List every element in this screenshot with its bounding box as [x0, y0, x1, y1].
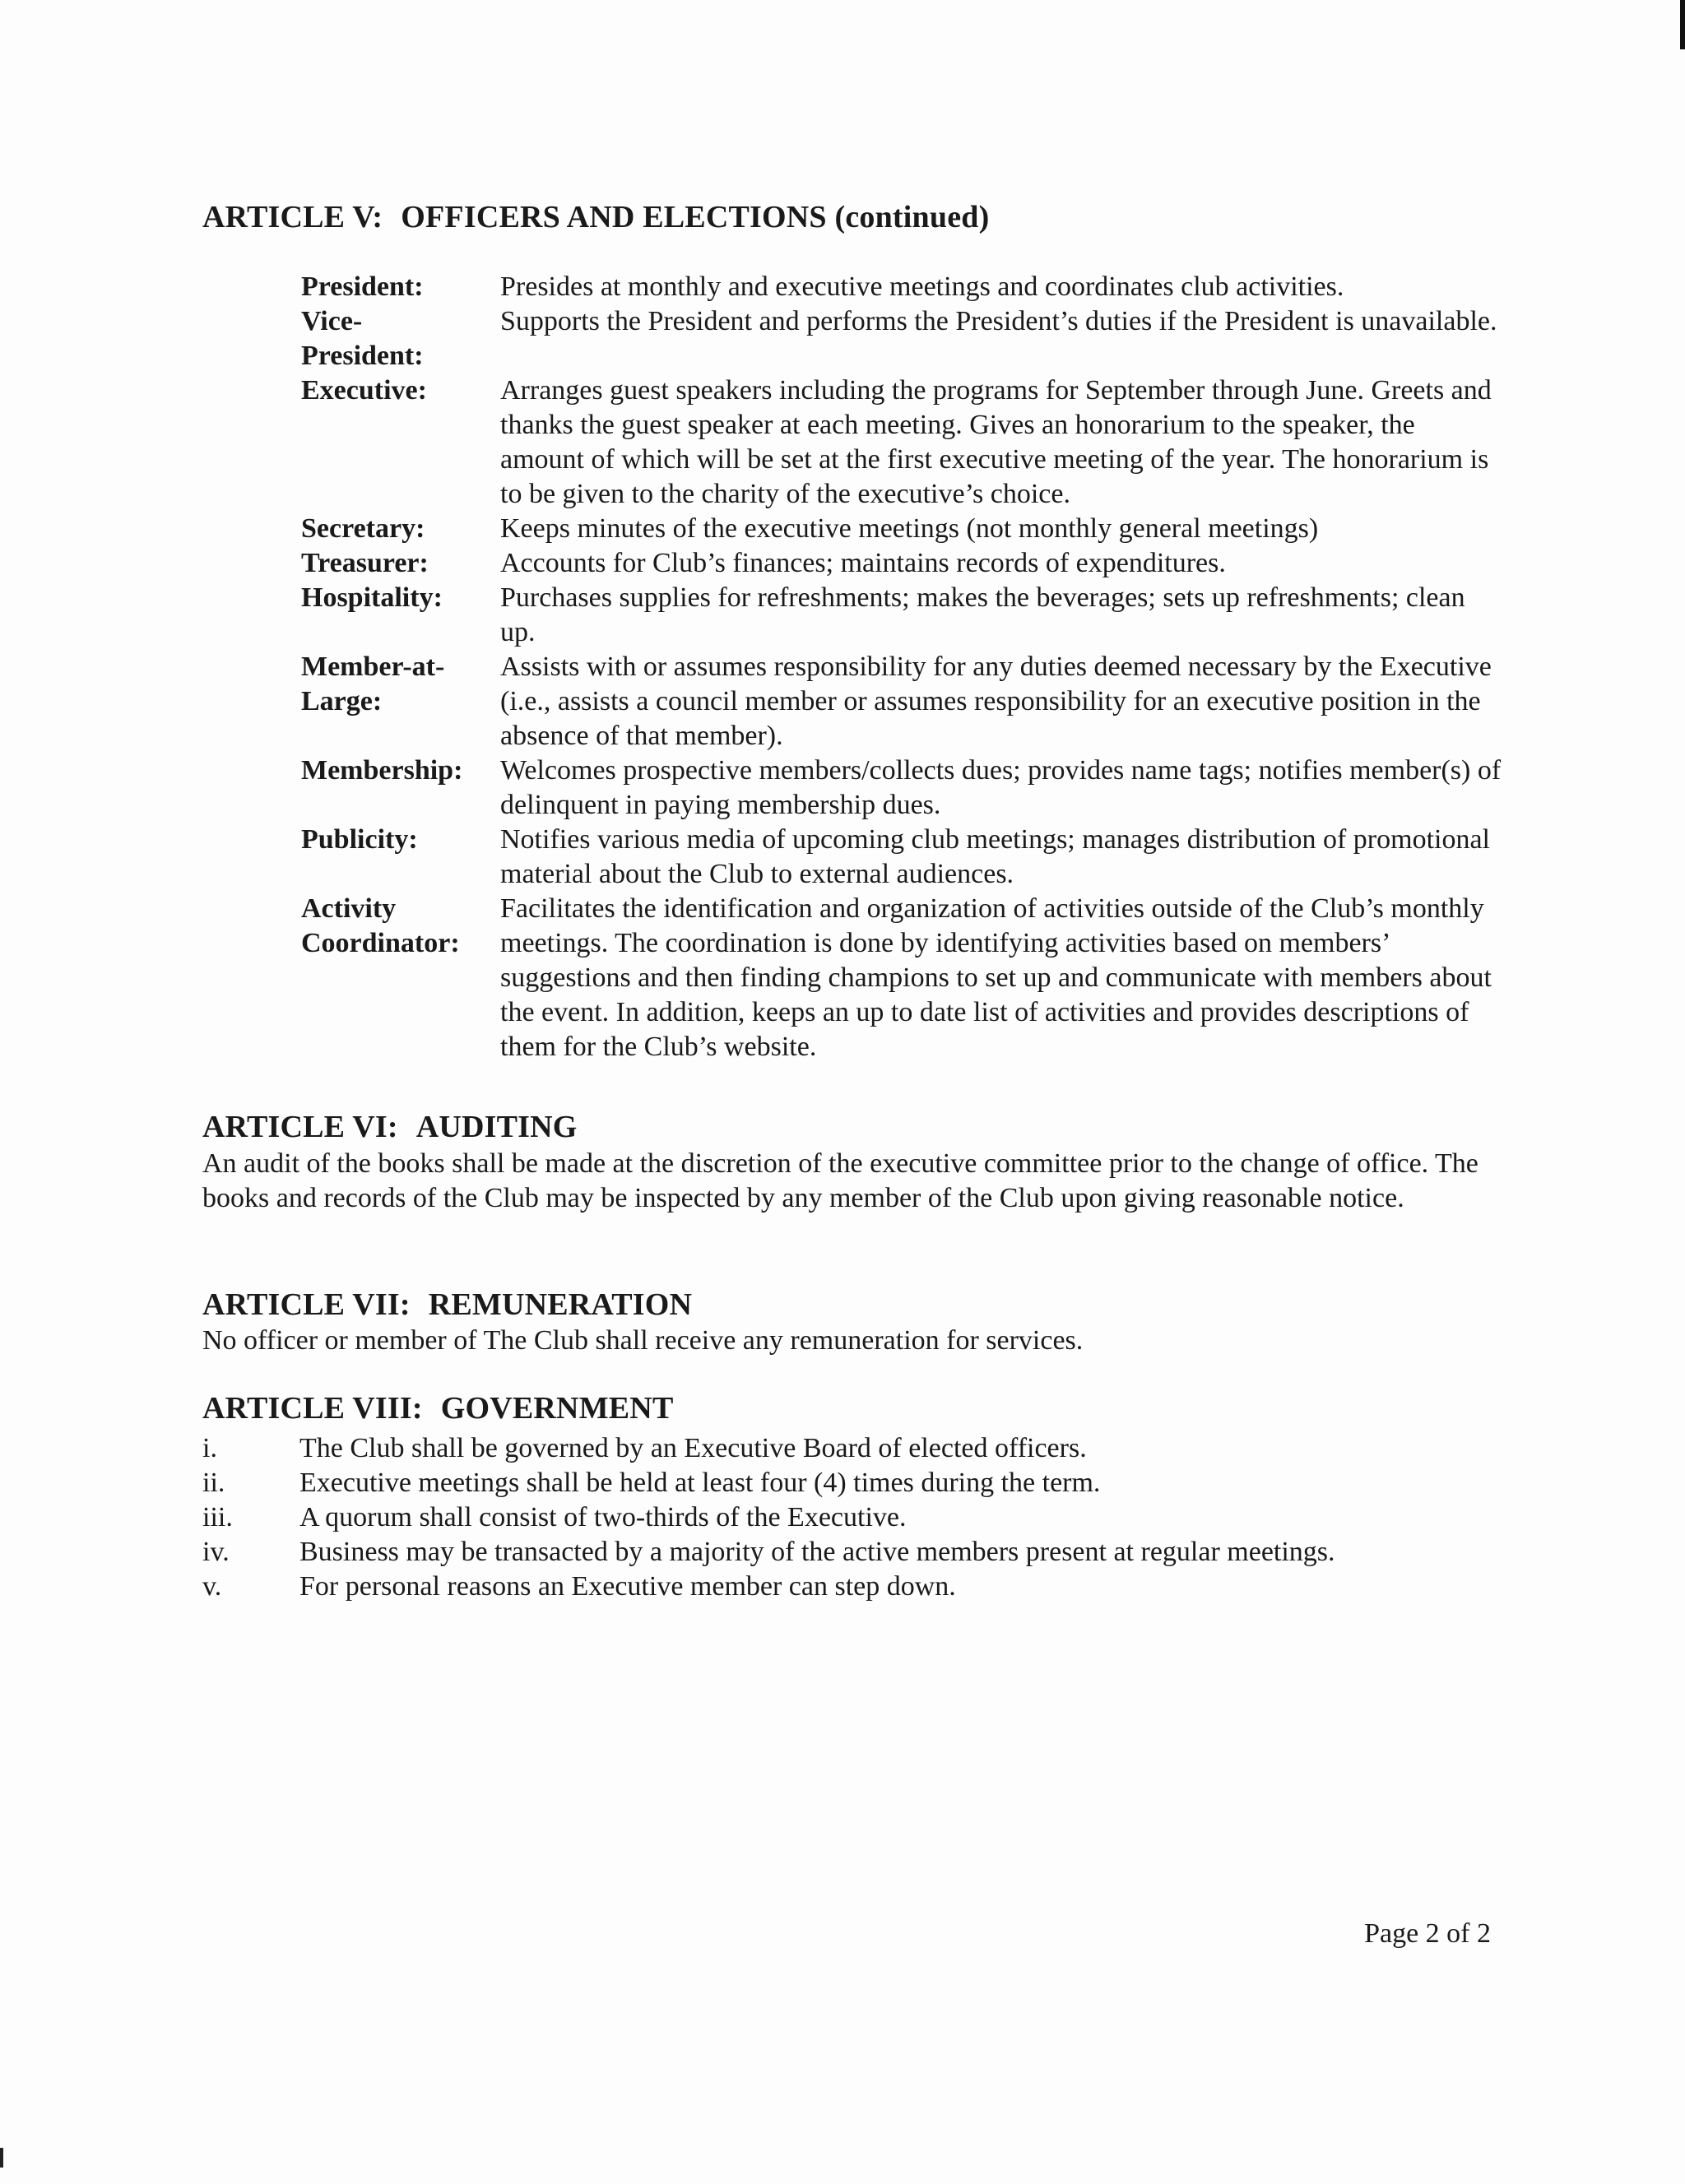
officer-row-secretary: [301, 512, 1502, 546]
officer-row-president: [301, 270, 1502, 304]
article-vi-body: An audit of the books shall be made at the discretion of the executive committee prior to the change of office. The books and records of the Club may be inspected by any member of the Club upon giving reasonable notice.: [202, 1148, 1478, 1213]
article-v-title: OFFICERS AND ELECTIONS (continued): [401, 200, 990, 234]
officer-row-treasurer: [301, 546, 1502, 581]
list-item: [202, 1535, 1519, 1570]
article-vii-number: ARTICLE VII:: [202, 1287, 411, 1322]
list-item-text: A quorum shall consist of two-thirds of the Executive.: [299, 1502, 907, 1533]
officer-title: Member-at- Large:: [301, 651, 445, 716]
officer-description: Supports the President and performs the President’s duties if the President is unavailable.: [500, 306, 1497, 336]
list-item: [202, 1500, 1519, 1535]
officer-description: Notifies various media of upcoming club meetings; manages distribution of promotional material about the Club to external audiences.: [500, 824, 1490, 889]
officer-row-hospitality: [301, 581, 1502, 650]
list-item-number: iii.: [202, 1502, 233, 1533]
government-list: [202, 1431, 1519, 1604]
officer-description: Keeps minutes of the executive meetings (not monthly general meetings): [500, 513, 1319, 544]
list-item-text: For personal reasons an Executive member can step down.: [299, 1571, 956, 1602]
officer-title: Treasurer:: [301, 548, 429, 578]
article-viii-heading: [202, 1390, 674, 1426]
officer-title: Publicity:: [301, 824, 418, 855]
officer-row-vice-president: [301, 304, 1502, 373]
officer-title: Activity Coordinator:: [301, 893, 460, 958]
article-vi-title: AUDITING: [415, 1110, 578, 1144]
officer-description: Welcomes prospective members/collects dues; provides name tags; notifies member(s) of delinquent in paying membership dues.: [500, 755, 1502, 820]
list-item-number: i.: [202, 1433, 217, 1463]
article-viii-number: ARTICLE VIII:: [202, 1391, 423, 1426]
list-item: [202, 1466, 1519, 1500]
officer-description: Arranges guest speakers including the programs for September through June. Greets and thanks the guest speaker at each meeting. Gives an honorarium to the speaker, the amount of which will be set at the first executive meeting of the year. The honorarium is to be given to the charity of the executive’s choice.: [500, 375, 1492, 509]
page-number: Page 2 of 2: [1364, 1918, 1491, 1949]
article-v-heading: [202, 199, 989, 235]
list-item-text: Business may be transacted by a majority of the active members present at regular meetings.: [299, 1537, 1335, 1567]
list-item: [202, 1431, 1519, 1466]
officer-description: Presides at monthly and executive meetings and coordinates club activities.: [500, 271, 1344, 302]
scan-edge-mark: [1680, 0, 1685, 49]
officer-description: Assists with or assumes responsibility for any duties deemed necessary by the Executive (i.e., assists a council member or assumes responsibility for an executive position in the absence of that member).: [500, 651, 1492, 751]
officer-title: President:: [301, 271, 424, 302]
list-item-number: iv.: [202, 1537, 230, 1567]
officer-title: Hospitality:: [301, 582, 443, 613]
article-v-number: ARTICLE V:: [202, 200, 383, 234]
article-vii-body: No officer or member of The Club shall receive any remuneration for services.: [202, 1325, 1084, 1356]
officer-row-activity-coordinator: [301, 892, 1502, 1064]
officer-description: Purchases supplies for refreshments; makes the beverages; sets up refreshments; clean up.: [500, 582, 1465, 647]
officer-list: [301, 270, 1502, 1064]
article-vi-number: ARTICLE VI:: [202, 1110, 398, 1144]
officer-row-publicity: [301, 823, 1502, 892]
list-item-text: The Club shall be governed by an Executive Board of elected officers.: [299, 1433, 1087, 1463]
list-item-number: v.: [202, 1571, 222, 1602]
officer-row-member-at-large: [301, 650, 1502, 754]
article-vii-heading: [202, 1287, 692, 1323]
scan-corner-mark: [0, 2148, 3, 2168]
officer-title: Secretary:: [301, 513, 425, 544]
list-item: [202, 1570, 1519, 1604]
officer-row-executive: [301, 373, 1502, 512]
officer-title: Executive:: [301, 375, 427, 406]
article-viii-title: GOVERNMENT: [440, 1391, 674, 1426]
article-vii-title: REMUNERATION: [428, 1287, 693, 1322]
list-item-number: ii.: [202, 1468, 225, 1498]
officer-description: Facilitates the identification and organization of activities outside of the Club’s monthly meetings. The coordination is done by identifying activities based on members’ suggestions and then finding champions to set up and communicate with members about the event. In addition, keeps an up to date list of activities and provides descriptions of them for the Club’s website.: [500, 893, 1492, 1062]
officer-title: Membership:: [301, 755, 463, 786]
article-vi-heading: [202, 1109, 578, 1145]
officer-row-membership: [301, 754, 1502, 823]
officer-title: Vice- President:: [301, 306, 424, 371]
list-item-text: Executive meetings shall be held at least four (4) times during the term.: [299, 1468, 1101, 1498]
officer-description: Accounts for Club’s finances; maintains records of expenditures.: [500, 548, 1226, 578]
